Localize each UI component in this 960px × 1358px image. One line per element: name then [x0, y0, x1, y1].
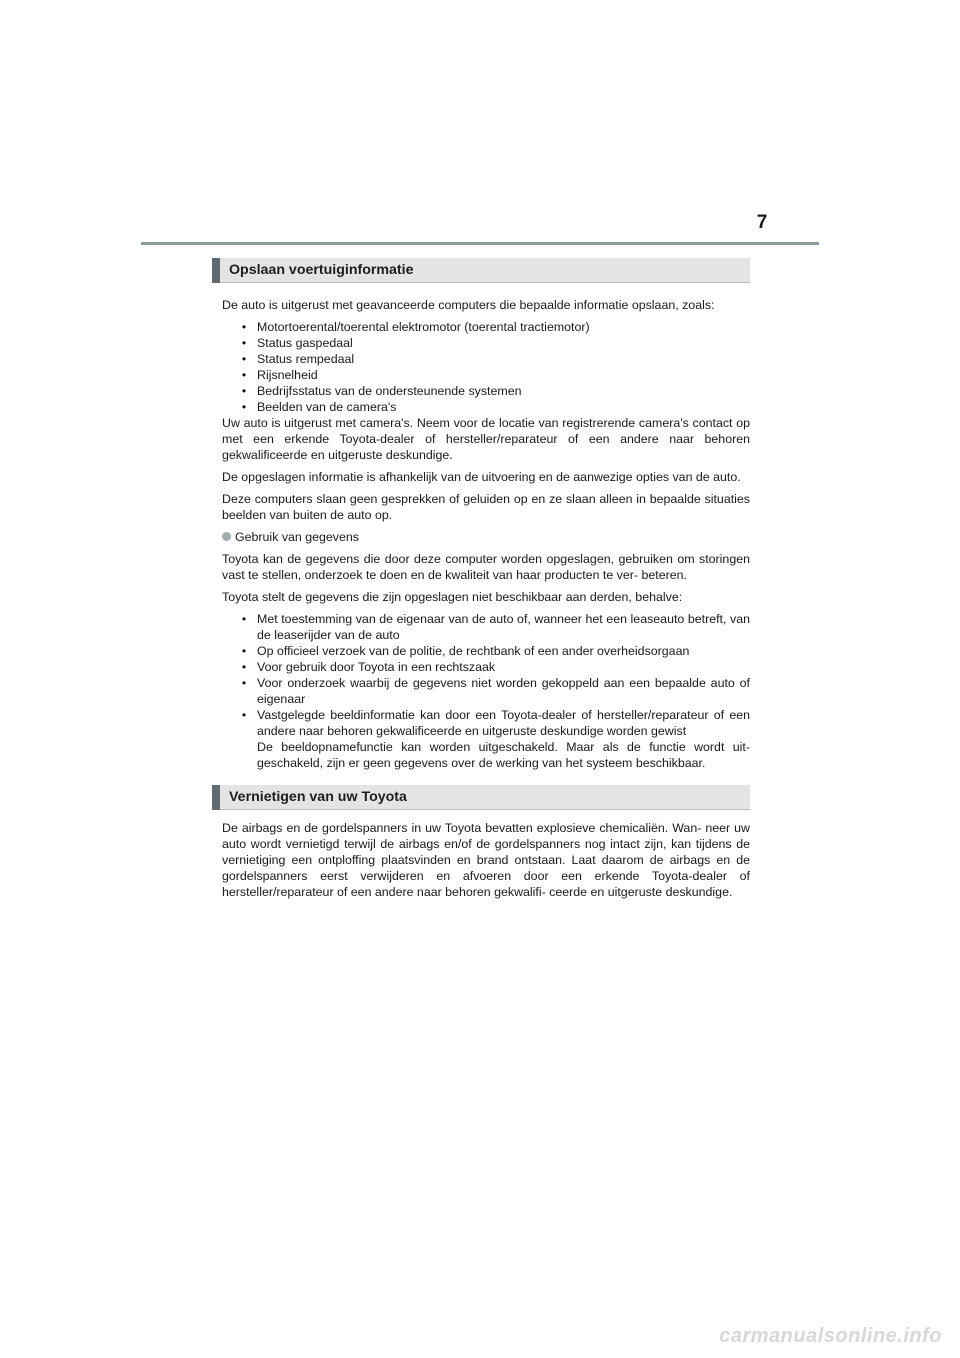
paragraph: Toyota stelt de gegevens die zijn opgeslagen niet beschikbaar aan derden, behalve:: [222, 590, 683, 604]
page-content: [212, 258, 750, 900]
section-body-disposal: [212, 820, 750, 900]
top-rule: [141, 242, 819, 245]
page-number: 7: [756, 212, 768, 233]
third-party-list: [222, 611, 750, 771]
list-item: • Bedrijfsstatus van de ondersteunende systemen: [241, 384, 522, 398]
paragraph: De opgeslagen informatie is afhankelijk van de uitvoering en de aanwezige opties van de auto.: [222, 470, 741, 484]
watermark-logo: carmanualsonline.info: [719, 1325, 942, 1347]
list-item: • Status rempedaal: [241, 352, 355, 366]
subheading-data-use: [222, 529, 750, 545]
list-item: • Motortoerental/toerental elektromotor (toerental tractiemotor): [241, 320, 590, 334]
paragraph: De airbags en de gordelspanners in uw Toyota bevatten explosieve chemicaliën. Wan- neer uw auto wordt vernietigd terwijl de airbags en/of de gordelspanners nog intact zijn, kan tijdens de vernietiging een ontploffing plaatsvinden en brand ontstaan. Laat daarom de airbags en de gordelspanners eerst verwijderen en afvoeren door een erkende Toyota-dealer of hersteller/reparateur of een andere naar behoren gekwalifi- ceerde en uitgeruste deskundige.: [222, 821, 750, 899]
stored-info-list: [222, 319, 750, 415]
list-item: • Op officieel verzoek van de politie, de rechtbank of een ander overheidsorgaan: [241, 644, 690, 658]
intro-paragraph: De auto is uitgerust met geavanceerde computers die bepaalde informatie opslaan, zoals:: [222, 298, 715, 312]
section-heading-storage: Opslaan voertuiginformatie: [212, 258, 750, 283]
section-heading-disposal: Vernietigen van uw Toyota: [212, 785, 750, 810]
note-text: De beeldopnamefunctie kan worden uitgeschakeld. Maar als de functie wordt uit- geschakeld, zijn er geen gegevens over de werking van het systeem beschikbaar.: [257, 740, 750, 770]
list-item: • Rijsnelheid: [241, 368, 318, 382]
subheading-label: Gebruik van gegevens: [235, 530, 359, 544]
list-item: • Vastgelegde beeldinformatie kan door een Toyota-dealer of hersteller/reparateur of een andere naar behoren gekwalificeerde en uitgeruste deskundige worden gewist De beeldopnamefunctie kan worden uitgeschakeld. Maar als de functie wordt uit- geschakeld, zijn er geen gegevens over de werking van het systeem beschikbaar.: [241, 708, 750, 770]
section-body-storage: [212, 297, 750, 771]
paragraph: Uw auto is uitgerust met camera's. Neem voor de locatie van registrerende camera's contact op met een erkende Toyota-dealer of hersteller/reparateur of een andere naar behoren gekwalificeerde en uitgeruste deskundige.: [222, 416, 750, 462]
paragraph: Toyota kan de gegevens die door deze computer worden opgeslagen, gebruiken om storingen vast te stellen, onderzoek te doen en de kwaliteit van haar producten te ver- beteren.: [222, 552, 750, 582]
circle-bullet-icon: [222, 532, 231, 541]
list-item: • Voor gebruik door Toyota in een rechtszaak: [241, 660, 496, 674]
list-item: • Beelden van de camera's: [241, 400, 397, 414]
paragraph: Deze computers slaan geen gesprekken of geluiden op en ze slaan alleen in bepaalde situaties beelden van buiten de auto op.: [222, 492, 750, 522]
list-item: • Status gaspedaal: [241, 336, 353, 350]
list-item: • Voor onderzoek waarbij de gegevens niet worden gekoppeld aan een bepaalde auto of eigenaar: [241, 676, 750, 706]
list-item: • Met toestemming van de eigenaar van de auto of, wanneer het een leaseauto betreft, van de leaserijder van de auto: [241, 612, 750, 642]
